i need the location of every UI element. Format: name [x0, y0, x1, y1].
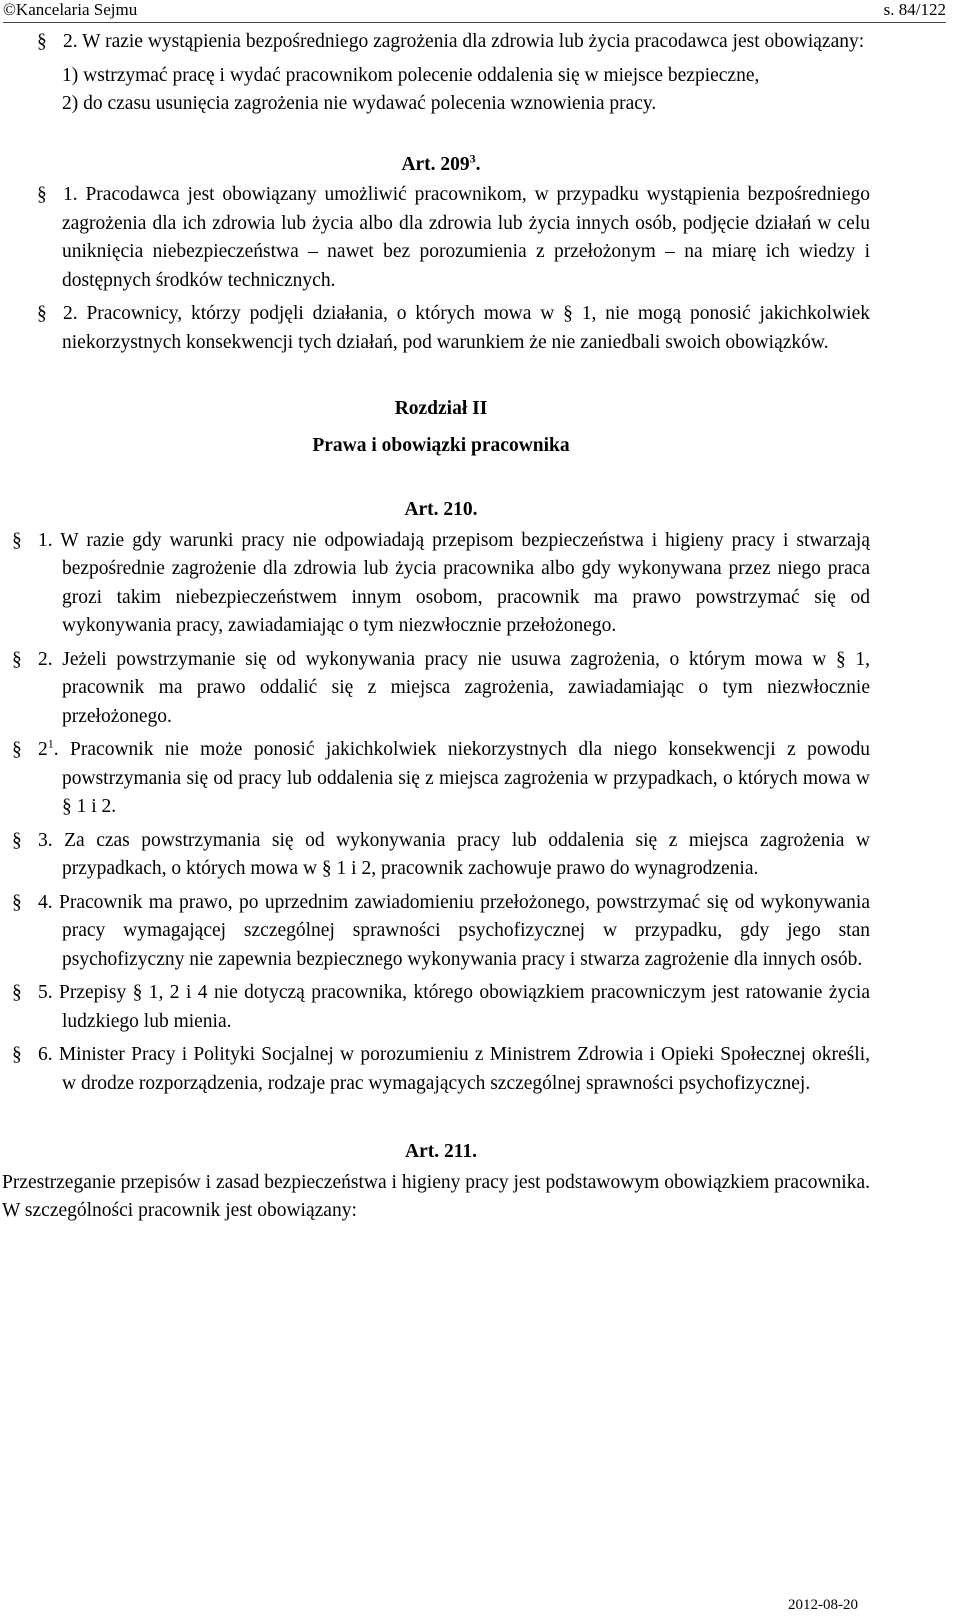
page-number: s. 84/122 [883, 0, 946, 19]
section-symbol: § [37, 184, 47, 205]
article-210-paragraph-3 [12, 827, 870, 884]
article-209-title: Art. $209^3$. [401, 151, 481, 175]
superscript: 3 [469, 151, 476, 165]
paragraph-2-prev [12, 28, 870, 57]
paragraph-text: 1. Pracodawca jest obowiązany umożliwić pracownikom, w przypadku wystąpienia bezpośredniego zagrożenia dla ich zdrowia lub życia albo dla zdrowia lub życia innych osób, podjęcie działań w celu uniknięcia niebezpieczeństwa – nawet bez porozumienia z przełożonym – na miarę ich wiedzy i dostępnych środków technicznych. [62, 184, 870, 291]
paragraph-text: 6. Minister Pracy i Polityki Socjalnej w porozumieniu z Ministrem Zdrowia i Opieki Społecznej określi, w drodze rozporządzenia, rodzaje prac wymagających szczególnej sprawności psychofizycznej. [38, 1044, 870, 1094]
section-symbol: § [12, 982, 22, 1003]
footer-date: 2012-08-20 [788, 1597, 858, 1613]
chapter-number: Rozdział II [394, 398, 488, 419]
section-symbol: § [37, 303, 47, 324]
page-header [3, 0, 946, 23]
article-211-text: Przestrzeganie przepisów i zasad bezpieczeństwa i higieny pracy jest podstawowym obowiązkiem pracownika. W szczególności pracownik jest obowiązany: [2, 1171, 870, 1221]
paragraph-text: 2. W razie wystąpienia bezpośredniego zagrożenia dla zdrowia lub życia pracodawca jest obowiązany: [63, 31, 865, 52]
article-210-paragraph-4 [12, 889, 870, 975]
paragraph-text: 2. Pracownicy, którzy podjęli działania, o których mowa w § 1, nie mogą ponosić jakichkolwiek niekorzystnych konsekwencji tych działań, pod warunkiem że nie zaniedbali swoich obowiązków. [62, 303, 870, 353]
paragraph-text: . Pracownik nie może ponosić jakichkolwiek niekorzystnych dla niego konsekwencji z powodu powstrzymania się od pracy lub oddalenia się z miejsca zagrożenia w przypadkach, o których mowa w § 1 i 2. [53, 739, 870, 817]
paragraph-text: 4. Pracownik ma prawo, po uprzednim zawiadomieniu przełożonego, powstrzymać się od wykonywania pracy wymagającej szczególnej sprawności psychofizycznej w przypadku, gdy jego stan psychofizyczny nie zapewnia bezpiecznego wykonywania pracy i stwarza zagrożenie dla innych osób. [38, 891, 870, 970]
section-symbol: § [12, 891, 22, 913]
paragraph-text: 1. W razie gdy warunki pracy nie odpowiadają przepisom bezpieczeństwa i higieny pracy i stwarzają bezpośrednie zagrożenie dla zdrowia lub życia pracownika albo gdy wykonywana przez niego praca grozi takim niebezpieczeństwem innym osobom, pracownik ma prawo powstrzymać się od wykonywania pracy, zawiadamiając o tym niezwłocznie przełożonego. [38, 529, 870, 636]
list-item: 2) do czasu usunięcia zagrożenia nie wydawać polecenia wznowienia pracy. [62, 93, 657, 114]
article-209-paragraph-1 [12, 181, 870, 295]
article-210-paragraph-2-1: § $2^1$. Pracownik nie może ponosić jakichkolwiek niekorzystnych dla niego konsekwencji z powodu powstrzymania się od pracy lub oddalenia się z miejsca zagrożenia w przypadkach, o których mowa w § 1 i 2. [12, 736, 870, 817]
section-symbol: § [12, 829, 22, 851]
superscript: 1 [47, 736, 54, 751]
document-body [2, 28, 870, 1226]
article-210-paragraph-1 [12, 527, 870, 641]
article-210-paragraph-6 [12, 1041, 870, 1098]
article-211-title: Art. 211. [404, 1141, 478, 1162]
article-209-paragraph-2 [12, 300, 870, 357]
article-210-paragraph-2 [12, 646, 870, 732]
section-symbol: § [12, 529, 22, 551]
list-item: 1) wstrzymać pracę i wydać pracownikom polecenie oddalenia się w miejsce bezpieczne, [62, 64, 760, 86]
source-link[interactable]: ©Kancelaria Sejmu [3, 0, 138, 19]
chapter-title: Prawa i obowiązki pracownika [312, 434, 570, 456]
article-210-title: Art. 210. [404, 499, 478, 520]
paragraph-text: 5. Przepisy § 1, 2 i 4 nie dotyczą pracownika, którego obowiązkiem pracowniczym jest ratowanie życia ludzkiego lub mienia. [38, 982, 870, 1032]
section-symbol: § [12, 739, 22, 760]
paragraph-text: 3. Za czas powstrzymania się od wykonywania pracy lub oddalenia się z miejsca zagrożenia w przypadkach, o których mowa w § 1 i 2, pracownik zachowuje prawo do wynagrodzenia. [38, 829, 870, 879]
article-210-paragraph-5 [12, 979, 870, 1036]
section-symbol: § [12, 648, 22, 670]
section-symbol: § [12, 1044, 22, 1065]
paragraph-text: 2. Jeżeli powstrzymanie się od wykonywania pracy nie usuwa zagrożenia, o którym mowa w § 1, pracownik ma prawo oddalić się z miejsca zagrożenia, zawiadamiając o tym niezwłocznie przełożonego. [38, 648, 870, 727]
section-symbol: § [37, 31, 47, 52]
